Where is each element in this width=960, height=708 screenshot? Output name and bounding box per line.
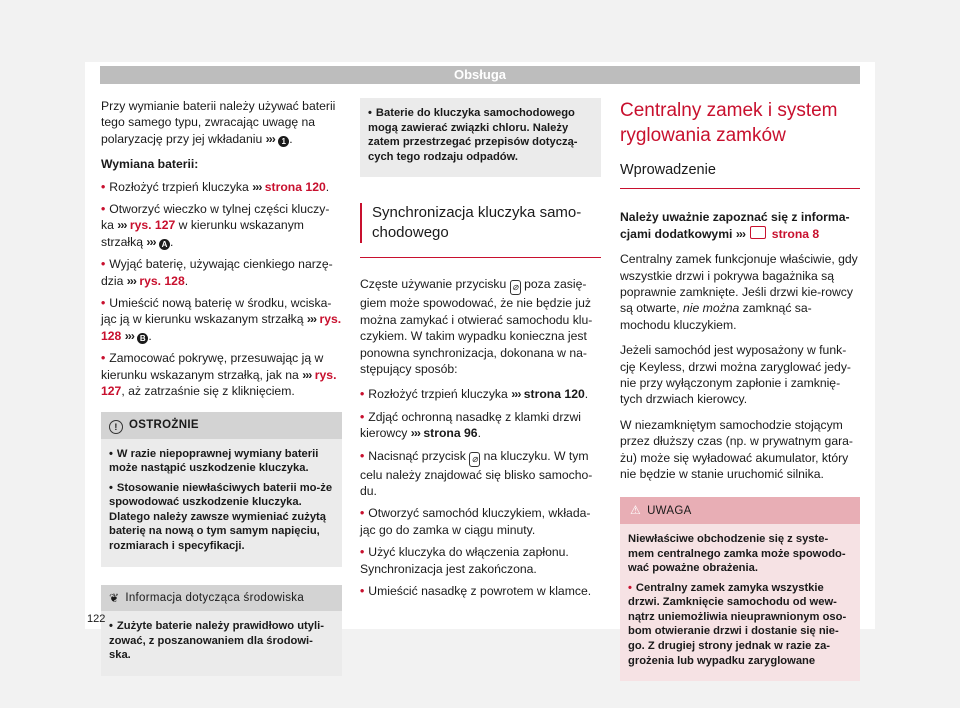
list-item: • Umieścić nową baterię w środku, wciska-jąc ją w kierunku wskazanym strzałką ››› rys. 128 ››› B . (101, 296, 342, 343)
paragraph: W niezamkniętym samochodzie stojącym przez dłuższy czas (np. w prywatnym gara-żu) może się wyładować akumulator, który nie będzie w stanie uruchomić silnika. (620, 417, 853, 482)
column-3 (620, 98, 860, 681)
figure-link[interactable]: rys. 127 (101, 367, 337, 399)
figure-link[interactable]: rys. 128 (139, 273, 185, 288)
list-item: • Nacisnąć przycisk ⊘ na kluczyku. W tym celu należy znajdować się blisko samocho-du. (360, 448, 593, 499)
page-number: 122 (87, 613, 106, 625)
warning-triangle-icon: ⚠ (630, 502, 642, 517)
list-item: • Umieścić nasadkę z powrotem w klamce. (360, 584, 592, 599)
list-item: • Centralny zamek zamyka wszystkie drzwi. Zamknięcie samochodu od wew-nątrz uniemożliwia nieuprawnionym oso-bom otwieranie drzwi i dostanie się nie-go. Z drugiej strony jednak w razie za-grożenia lub wypadku zaryglowane (628, 581, 847, 667)
note-marker: 1 (278, 136, 289, 147)
page-link[interactable]: strona 120 (264, 179, 326, 194)
page-link[interactable]: strona 96 (423, 426, 478, 441)
page-link[interactable]: strona 120 (523, 387, 585, 402)
column-2 (360, 98, 601, 605)
environment-box-continued (360, 98, 601, 177)
list-item: • Otworzyć samochód kluczykiem, wkłada-jąc go do zamka w ciągu minuty. (360, 506, 591, 537)
caution-title: ! OSTROŻNIE (101, 412, 342, 439)
list-item: • Rozłożyć trzpień kluczyka ››› strona 120. (360, 387, 589, 402)
marker-b-icon: B (137, 333, 148, 344)
marker-a-icon: A (159, 239, 170, 250)
list-item: • Wyjąć baterię, używając cienkiego narzę-dzia ››› rys. 128. (101, 257, 333, 288)
caution-box (101, 412, 342, 567)
exclamation-icon: ! (109, 420, 123, 434)
list-item: • Stosowanie niewłaściwych baterii mo-że spowodować uszkodzenie kluczyka. Dlatego należy zawsze wymieniać zużytą baterię na nową o tym samym napięciu, rozmiarach i specyfikacji. (109, 481, 333, 553)
list-item: • Otworzyć wieczko w tylnej części kluczy-ka ››› rys. 127 w kierunku wskazanym strzałką ››› A . (101, 202, 330, 249)
key-button-icon: ⊘ (469, 452, 480, 467)
chapter-title: Centralny zamek i system ryglowania zamków (620, 100, 838, 146)
divider (360, 257, 601, 258)
list-item: • W razie niepoprawnej wymiany baterii może nastąpić uszkodzenie kluczyka. (109, 447, 319, 475)
column-1 (101, 98, 342, 676)
paragraph: Jeżeli samochód jest wyposażony w funk-cję Keyless, drzwi można zaryglować jedy-nie przy wyłączonym zapłonie i zamknię-tych drzwiach kierowcy. (620, 343, 851, 407)
section-title: Synchronizacja kluczyka samo-chodowego (360, 203, 601, 243)
environment-title: ❦ Informacja dotycząca środowiska (101, 585, 342, 611)
key-button-icon: ⊘ (510, 280, 521, 295)
ref-arrows: ››› (265, 131, 275, 146)
leaf-icon: ❦ (109, 590, 120, 605)
paragraph: Centralny zamek funkcjonuje właściwie, gdy wszystkie drzwi i pokrywa bagażnika są poprawnie zamknięte. Jeśli drzwi kie-rowcy są otwarte, nie można zamknąć sa-mochodu kluczykiem. (620, 252, 858, 332)
divider (620, 188, 860, 189)
intro-paragraph: Przy wymianie baterii należy używać baterii tego samego typu, zwracając uwagę na polaryzację przy jej wkładaniu ››› 1 . (101, 99, 336, 146)
warning-lead: Niewłaściwe obchodzenie się z syste-mem centralnego zamka może spowodo-wać poważne obrażenia. (628, 532, 846, 575)
list-item: • Baterie do kluczyka samochodowego mogą zawierać związki chloru. Należy zatem przestrzegać przepisów dotyczą-cych tego rodzaju odpadów. (368, 107, 578, 163)
lead-paragraph: Należy uważnie zapoznać się z informa-cjami dodatkowymi ››› strona 8 (620, 210, 850, 241)
intro-paragraph: Częste używanie przycisku ⊘ poza zasię-giem może spowodować, że nie będzie już można zamykać i otwierać samochodu klu-czykiem. W takim wypadku konieczna jest ponowna synchronizacja, dokonana w na-stępujący sposób: (360, 277, 593, 376)
warning-title: ⚠ UWAGA (620, 497, 860, 524)
list-item: • Zdjąć ochronną nasadkę z klamki drzwi kierowcy ››› strona 96. (360, 409, 581, 441)
figure-link[interactable]: rys. 128 (101, 312, 342, 343)
list-item: • Rozłożyć trzpień kluczyka ››› strona 120. (101, 179, 330, 194)
page-link[interactable]: strona 8 (771, 226, 820, 241)
list-item: • Zużyte baterie należy prawidłowo utyli-zować, z poszanowaniem dla środowi-ska. (109, 620, 324, 662)
list-item: • Zamocować pokrywę, przesuwając ją w kierunku wskazanym strzałką, jak na ››› rys. 127, aż zatrzaśnie się z kliknięciem. (101, 351, 337, 399)
section-header: Obsługa (100, 66, 860, 84)
book-icon (750, 226, 766, 239)
subsection-title: Wprowadzenie (620, 162, 716, 178)
warning-box (620, 497, 860, 682)
environment-box (101, 585, 342, 676)
steps-heading: Wymiana baterii: (101, 157, 199, 172)
list-item: • Użyć kluczyka do włączenia zapłonu. Synchronizacja jest zakończona. (360, 545, 569, 576)
figure-link[interactable]: rys. 127 (129, 218, 176, 233)
